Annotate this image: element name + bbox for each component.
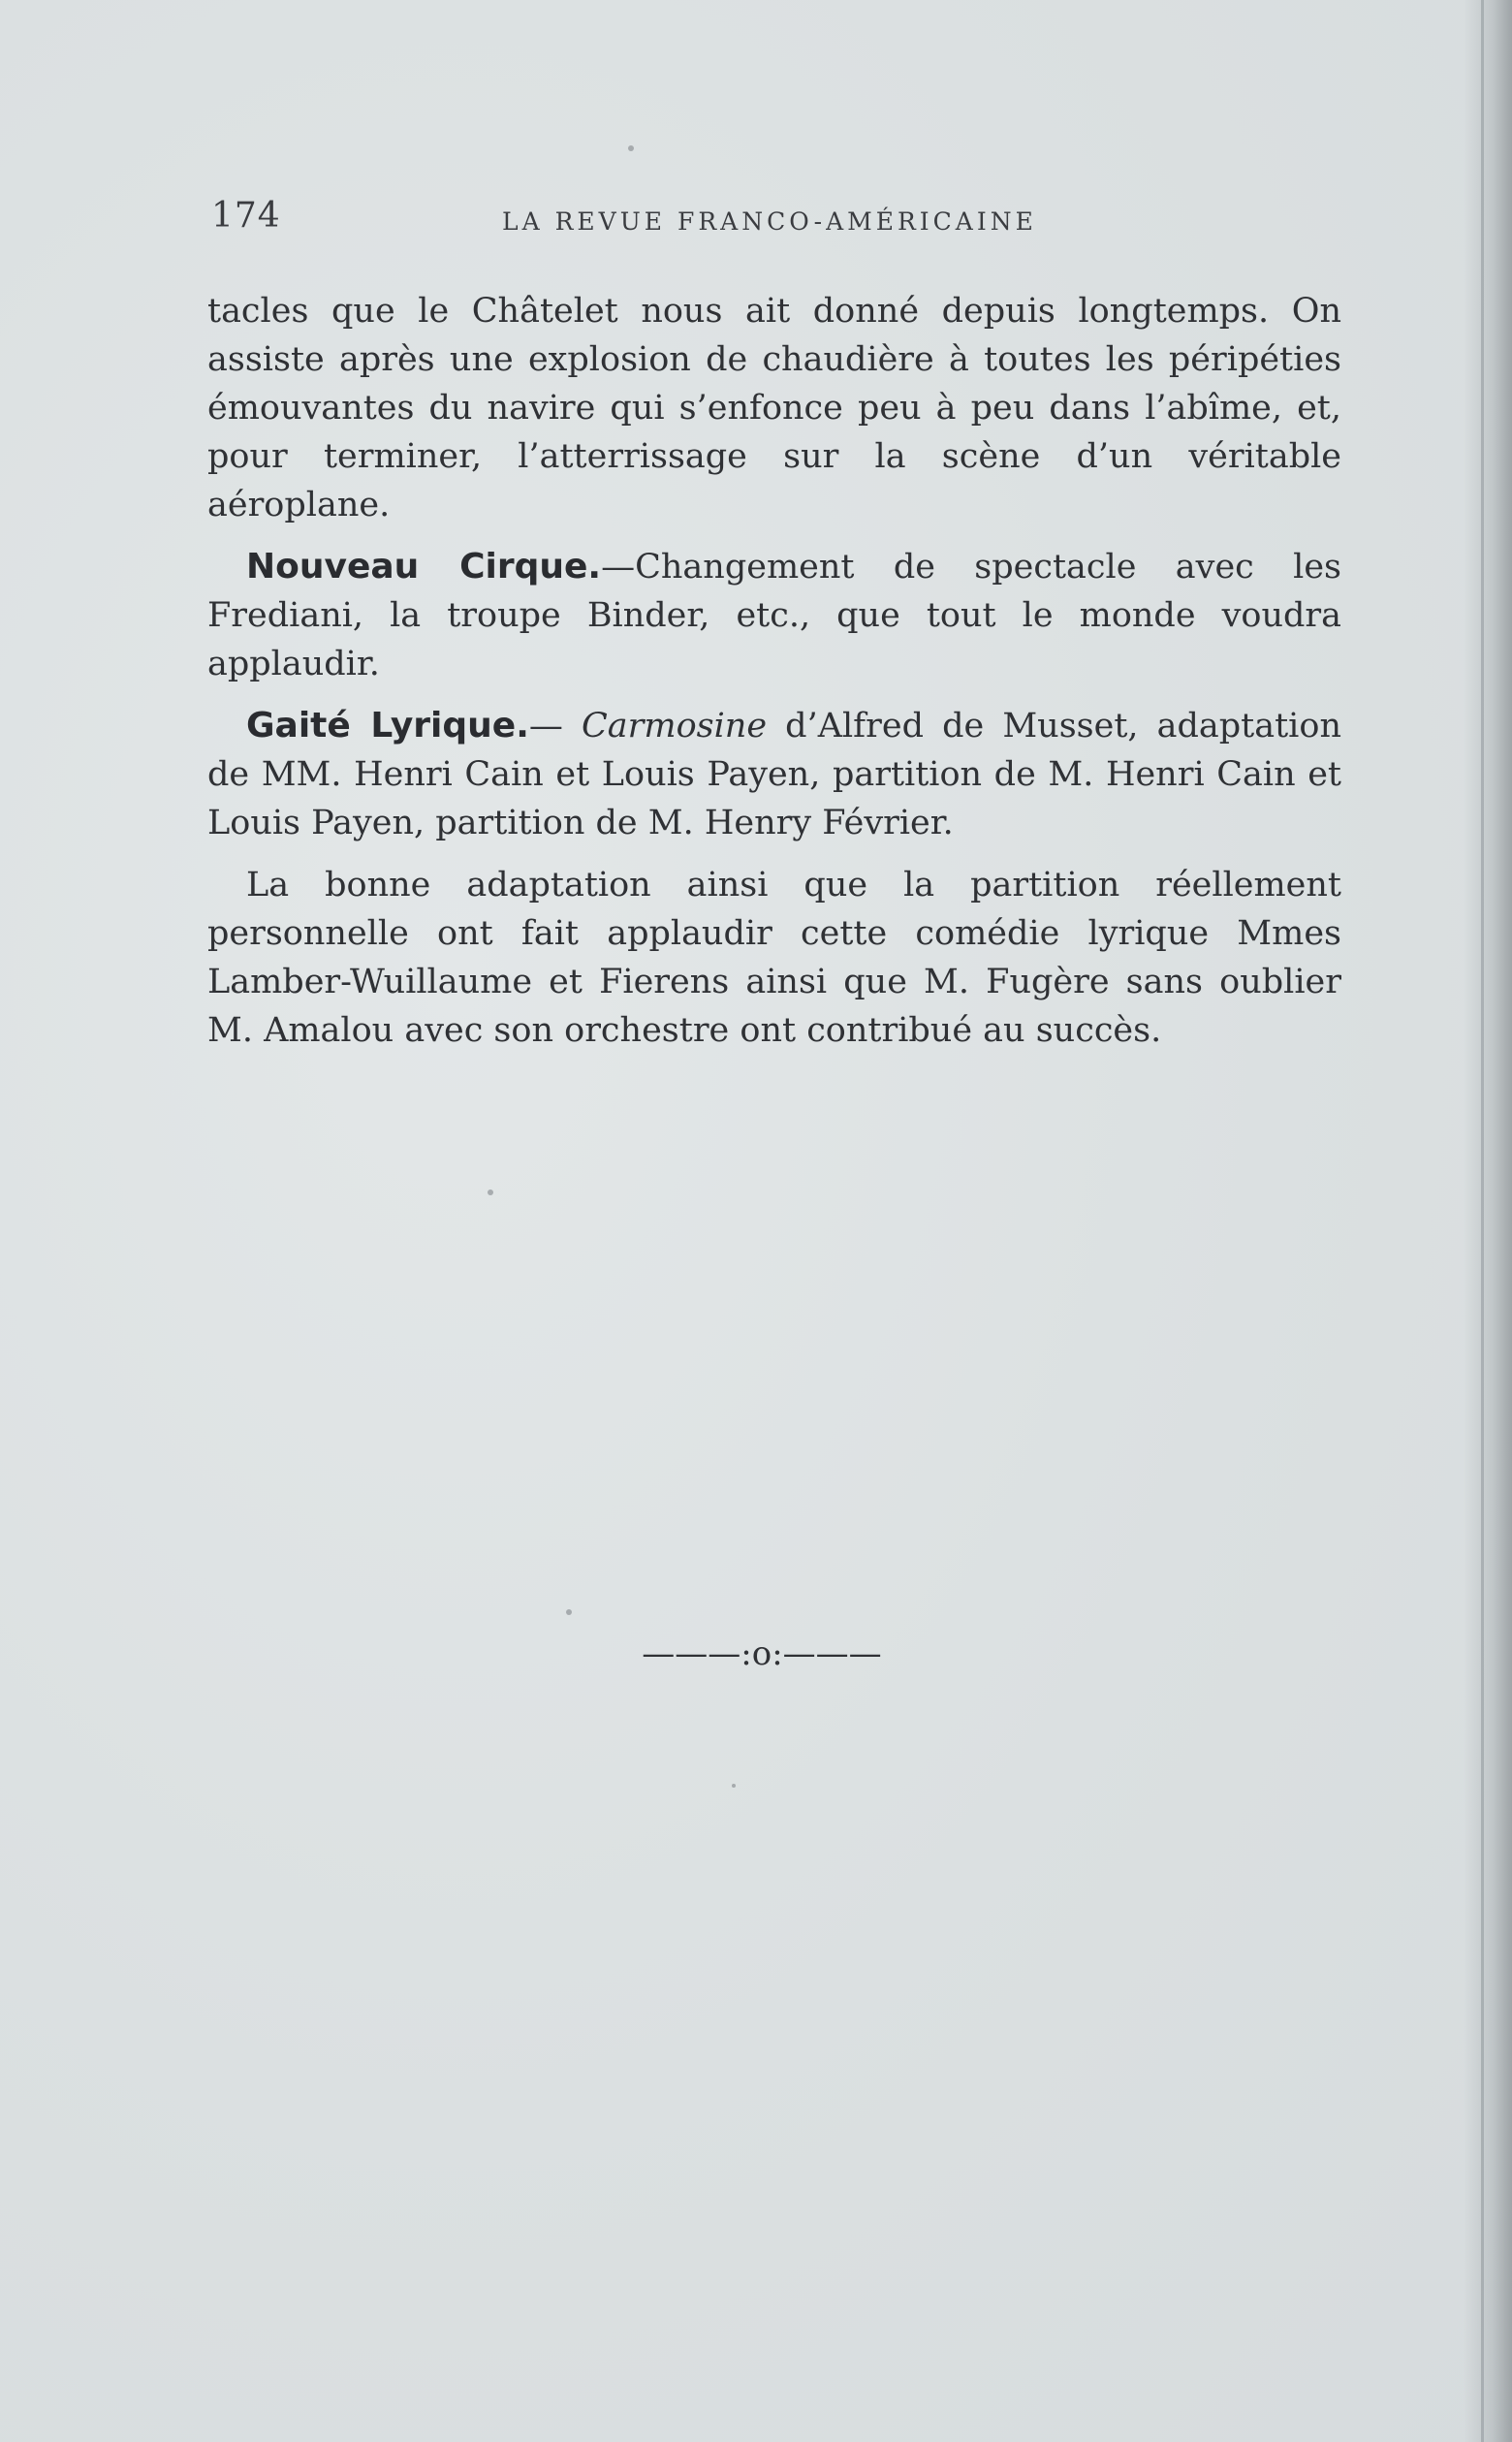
paragraph-chatelet — [207, 287, 1341, 529]
paper-speck — [628, 145, 634, 151]
paragraph-text: d’Alfred de Musset, adaptation de MM. Henri Cain et Louis Payen, partition de M. Henri Cain et Louis Payen, partition de M. Henry Février. — [207, 707, 1341, 842]
work-title: Carmosine — [582, 707, 768, 745]
paragraph-gaite-lyrique — [207, 702, 1341, 847]
heading-dash: — — [528, 707, 582, 745]
paragraph-review — [207, 861, 1341, 1055]
paper-speck — [488, 1189, 493, 1195]
article-body — [207, 287, 1341, 1068]
section-separator: ———:o:——— — [642, 1634, 882, 1673]
page-edge-shadow — [1464, 0, 1512, 2442]
paragraph-nouveau-cirque — [207, 543, 1341, 688]
paper-speck — [732, 1784, 736, 1788]
section-heading: Gaité Lyrique. — [246, 706, 529, 745]
paper-speck — [566, 1609, 572, 1615]
paragraph-text: tacles que le Châtelet nous ait donné depuis longtemps. On assiste après une explosion de chaudière à toutes les péripéties émouvantes du navire qui s’enfonce peu à peu dans l’abîme, et, pour terminer, l’atterrissage sur la scène d’un véritable aéroplane. — [207, 292, 1341, 524]
paragraph-text: —Changement de spectacle avec les Frediani, la troupe Binder, etc., que tout le monde voudra applaudir. — [207, 548, 1342, 683]
section-heading: Nouveau Cirque. — [246, 547, 602, 587]
page-number: 174 — [211, 196, 281, 236]
page-header — [211, 196, 1343, 244]
running-head: LA REVUE FRANCO-AMÉRICAINE — [502, 207, 1037, 236]
paragraph-text: La bonne adaptation ainsi que la partition réellement personnelle ont fait applaudir cette comédie lyrique Mmes Lamber-Wuillaume et Fierens ainsi que M. Fugère sans oublier M. Amalou avec son orchestre ont contribué au succès. — [207, 866, 1341, 1050]
